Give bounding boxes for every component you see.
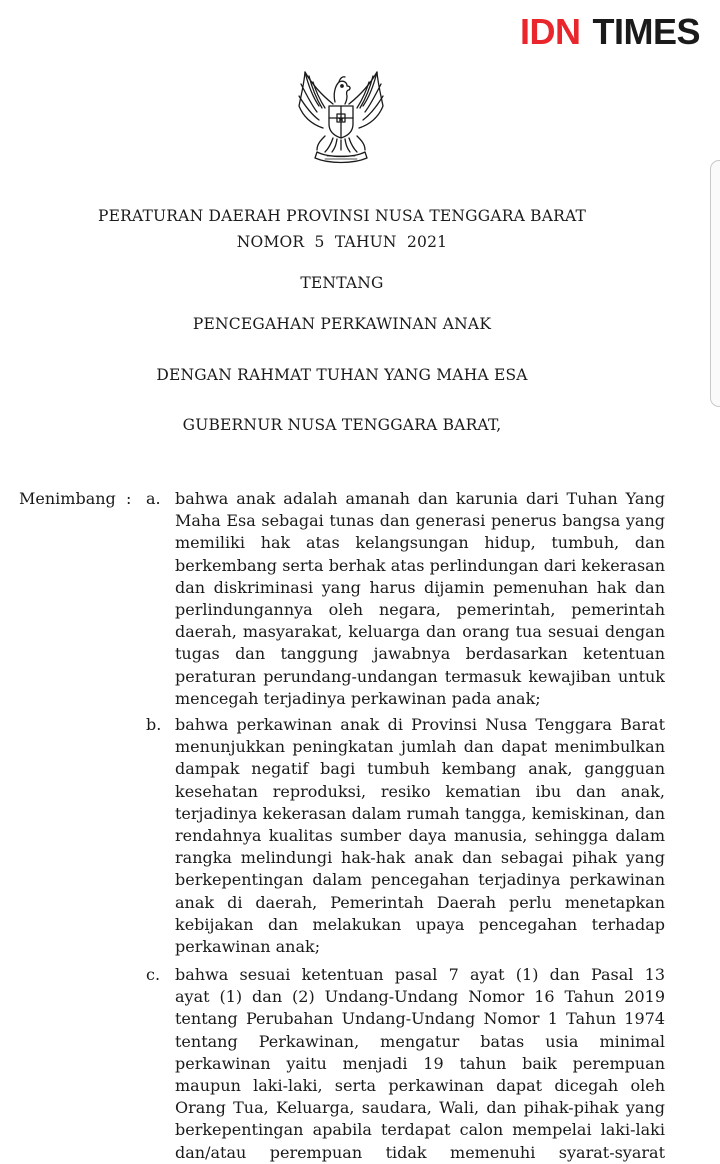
text-line: perlindungannya oleh negara, pemerintah, pemerintah [175,599,665,619]
item-letter-c: c. [146,965,161,984]
text-line: berkepentingan dalam pencegahan terjadinya perkawinan [175,870,665,890]
text-line: dan/atau perempuan tidak memenuhi syarat-syarat [175,1142,665,1162]
text-line: menunjukkan peningkatan jumlah dan dapat menimbulkan [175,737,665,757]
text-line: Maha Esa sebagai tunas dan generasi penerus bangsa yang [175,511,665,531]
text-line: terjadinya kekerasan dalam rumah tangga, kemiskinan, dan [175,803,665,823]
menimbang-label: Menimbang [19,489,116,508]
text-line: ayat (1) dan (2) Undang-Undang Nomor 16 Tahun 2019 [175,987,665,1007]
text-line: perkawinan yaitu menjadi 19 tahun baik perempuan [175,1053,665,1073]
text-line: tugas dan tanggung jawabnya berdasarkan ketentuan [175,644,665,664]
gubernur-heading: GUBERNUR NUSA TENGGARA BARAT, [182,416,502,434]
text-line: berkepentingan apabila terdapat calon mempelai laki-laki [175,1120,665,1140]
item-letter-a: a. [146,489,161,508]
text-line: rendahnya kualitas sumber daya manusia, sehingga dalam [175,825,665,845]
text-line: dan diskriminasi yang harus dijamin pemenuhan hak dan [175,577,665,597]
text-line: bahwa sesuai ketentuan pasal 7 ayat (1) dan Pasal 13 [175,965,665,984]
text-line: anak di daerah, Pemerintah Daerah perlu menetapkan [175,892,665,912]
text-line: kesehatan reproduksi, resiko kematian ibu dan anak, [175,781,665,801]
text-line: Orang Tua, Keluarga, saudara, Wali, dan pihak-pihak yang [175,1098,665,1118]
text-line: mencegah terjadinya perkawinan pada anak; [175,688,541,708]
text-line: kebijakan dan melakukan upaya pencegahan terhadap [175,914,665,934]
watermark-times: TIMES [592,11,700,52]
item-body-a [175,488,665,710]
tentang-heading: TENTANG [300,274,384,292]
item-body-c [175,964,665,1164]
regulation-number: NOMOR 5 TAHUN 2021 [236,233,448,251]
text-line: bahwa perkawinan anak di Provinsi Nusa Tenggara Barat [175,715,665,734]
scrollbar-edge[interactable] [710,160,720,407]
item-body-b [175,714,665,958]
regulation-title: PERATURAN DAERAH PROVINSI NUSA TENGGARA BARAT [97,207,587,225]
text-line: maupun laki-laki, serta perkawinan dapat dicegah oleh [175,1075,665,1095]
text-line: rangka melindungi hak-hak anak dan sebagai pihak yang [175,848,665,868]
text-line: bahwa anak adalah amanah dan karunia dari Tuhan Yang [175,489,665,508]
item-letter-b: b. [146,715,162,734]
garuda-pancasila-emblem-icon [295,66,387,166]
text-line: tentang Perkawinan, mengatur batas usia minimal [175,1031,665,1051]
text-line: tentang Perubahan Undang-Undang Nomor 1 Tahun 1974 [175,1009,665,1029]
text-line: memiliki hak atas kelangsungan hidup, tumbuh, dan [175,533,665,553]
text-line: daerah, masyarakat, keluarga dan orang tua sesuai dengan [175,622,665,642]
text-line: perkawinan anak; [175,936,321,956]
rahmat-heading: DENGAN RAHMAT TUHAN YANG MAHA ESA [156,366,528,384]
text-line: dampak negatif bagi tumbuh kembang anak, gangguan [175,759,665,779]
watermark-idn: IDN [519,11,581,52]
menimbang-colon: : [126,489,132,508]
regulation-subject: PENCEGAHAN PERKAWINAN ANAK [192,315,492,333]
text-line: berkembang serta berhak atas perlindungan dari kekerasan [175,555,665,575]
text-line: peraturan perundang-undangan termasuk kewajiban untuk [175,666,665,686]
idn-times-watermark [519,11,700,52]
